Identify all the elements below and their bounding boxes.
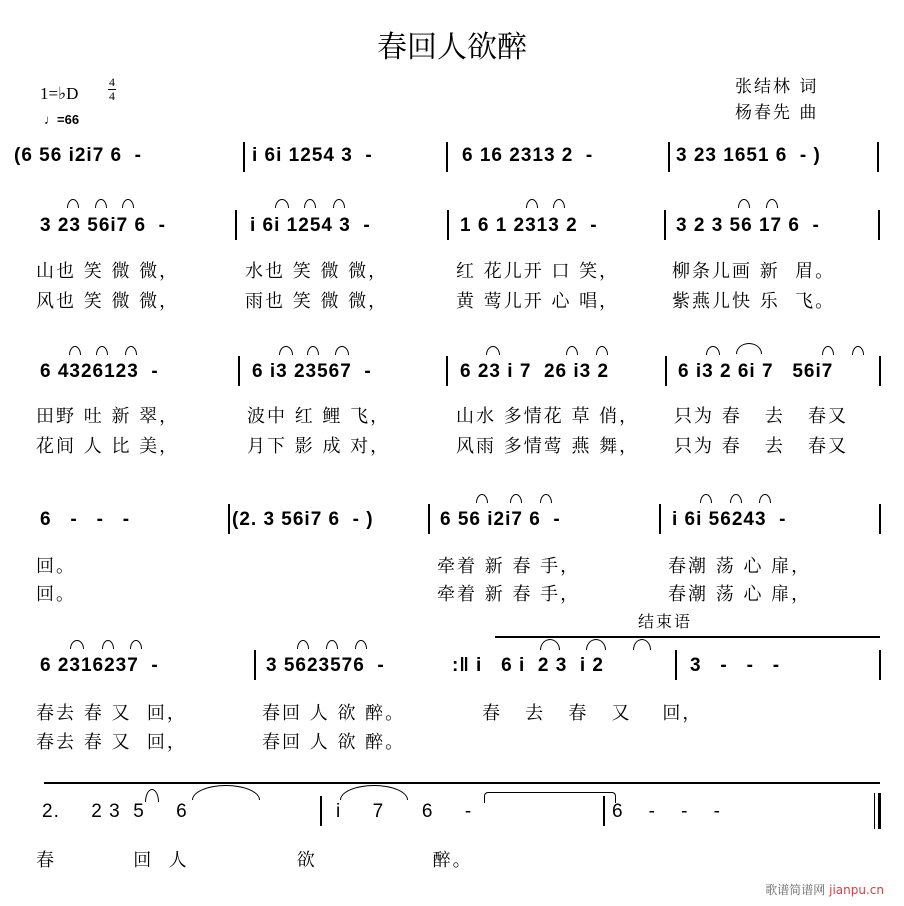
barline [664, 210, 666, 240]
barline [659, 504, 661, 534]
tie [484, 792, 616, 803]
key-signature: 1=♭D [40, 84, 79, 103]
lyric: 春去 春 又 回， [36, 703, 187, 724]
measure: 3 23 56i7 6 - [40, 215, 166, 236]
slur [355, 640, 367, 649]
slur [822, 346, 834, 355]
barline [665, 356, 667, 386]
lyric: 春 回 人 欲 醉。 [36, 850, 473, 871]
slur [335, 346, 349, 355]
lyric: 只为 春 去 春又 [674, 436, 849, 457]
slur [510, 494, 522, 503]
lyric: 风雨 多情莺 燕 舞， [456, 436, 640, 457]
slur [633, 639, 651, 650]
measure: 6 23 i 7 26 i3 2 [460, 361, 610, 382]
slur [730, 494, 742, 503]
barline [320, 796, 322, 826]
measure: 6 2316237 - [40, 655, 159, 676]
slur [586, 639, 606, 650]
slur [69, 346, 81, 355]
measure: 3 5623576 - [266, 655, 385, 676]
time-signature-bottom: 4 [109, 89, 115, 103]
slur [125, 346, 137, 355]
slur [279, 346, 293, 355]
lyric: 紫燕儿快 乐 飞。 [672, 291, 836, 312]
slur [192, 785, 260, 800]
lyric: 只为 春 去 春又 [674, 406, 849, 427]
measure: 6 - - - [40, 509, 131, 530]
lyric: 山也 笑 微 微， [36, 261, 180, 282]
barline [254, 650, 256, 680]
lyric: 田野 吐 新 翠， [36, 406, 180, 427]
barline [447, 210, 449, 240]
time-signature [108, 76, 116, 103]
coda-bracket [44, 782, 880, 784]
slur [326, 640, 338, 649]
lyric: 柳条儿画 新 眉。 [672, 261, 836, 282]
barline [879, 504, 881, 534]
lyric: 牵着 新 春 手， [437, 584, 581, 605]
barline [878, 210, 880, 240]
song-title: 春回人欲醉 [377, 30, 527, 65]
slur [304, 199, 316, 208]
slur [122, 199, 134, 208]
measure: (2. 3 56i7 6 - ) [232, 509, 374, 530]
lyric: 黄 莺儿开 心 唱， [456, 291, 620, 312]
slur [553, 199, 565, 208]
barline [877, 142, 879, 172]
lyric: 花间 人 比 美， [36, 436, 180, 457]
measure: 6 i3 23567 - [252, 361, 372, 382]
coda-bracket [495, 636, 880, 638]
slur [476, 494, 488, 503]
composer-credit: 杨春先 曲 [735, 103, 819, 123]
barline [238, 356, 240, 386]
measure: i 6i 1254 3 - [252, 145, 373, 166]
lyric: 春 去 春 又 回， [482, 703, 703, 724]
slur [333, 199, 345, 208]
lyric: 回。 [36, 584, 76, 605]
watermark-cn: 歌谱简谱网 [765, 883, 826, 897]
measure-repeat-end: :‖ i 6 i 2 3 i 2 [452, 655, 604, 676]
lyric: 月下 影 成 对， [247, 436, 391, 457]
barline [675, 650, 677, 680]
measure: 2. 2 3 5 6 [42, 801, 188, 822]
lyric: 春去 春 又 回， [36, 732, 187, 753]
barline [446, 142, 448, 172]
measure: 3 2 3 56 17 6 - [676, 215, 820, 236]
measure: i 7 6 - [336, 801, 473, 822]
barline [603, 796, 605, 826]
slur [738, 199, 750, 208]
lyric: 春回 人 欲 醉。 [262, 703, 406, 724]
slur [130, 640, 142, 649]
slur [700, 494, 712, 503]
slur [596, 346, 608, 355]
lyric: 风也 笑 微 微， [36, 291, 180, 312]
slur [96, 346, 108, 355]
lyric: 春回 人 欲 醉。 [262, 732, 406, 753]
measure: 3 23 1651 6 - ) [676, 145, 821, 166]
measure: (6 56 i2i7 6 - [14, 145, 143, 166]
slur [95, 199, 107, 208]
final-barline-thin [874, 793, 875, 829]
lyric: 春潮 荡 心 扉， [668, 556, 812, 577]
barline [228, 504, 230, 534]
barline [243, 142, 245, 172]
slur [526, 199, 538, 208]
slur [102, 640, 114, 649]
lyric: 水也 笑 微 微， [245, 261, 389, 282]
slur [297, 640, 309, 649]
slur [706, 346, 720, 355]
barline [446, 356, 448, 386]
barline [668, 142, 670, 172]
watermark-en: jianpu.cn [829, 883, 884, 897]
lyric: 红 花儿开 口 笑， [456, 261, 620, 282]
coda-label: 结束语 [638, 612, 693, 631]
slur [766, 199, 778, 208]
measure: 6 16 2313 2 - [462, 145, 594, 166]
slur [540, 639, 560, 650]
lyric: 雨也 笑 微 微， [245, 291, 389, 312]
lyric: 牵着 新 春 手， [437, 556, 581, 577]
measure: 6 56 i2i7 6 - [440, 509, 561, 530]
slur [67, 199, 79, 208]
tempo-marking: ♩=66 [44, 112, 80, 127]
watermark [765, 881, 884, 898]
lyric: 春潮 荡 心 扉， [668, 584, 812, 605]
slur [275, 199, 289, 208]
measure: 6 4326123 - [40, 361, 159, 382]
slur [852, 346, 864, 355]
lyric: 山水 多情花 草 俏， [456, 406, 640, 427]
slur [340, 785, 408, 800]
slur [736, 343, 762, 354]
measure: 1 6 1 2313 2 - [460, 215, 598, 236]
slur [486, 346, 500, 355]
slur [566, 346, 578, 355]
slur [540, 494, 552, 503]
barline [879, 356, 881, 386]
lyricist-credit: 张结林 词 [735, 77, 819, 97]
barline [428, 504, 430, 534]
measure: 6 - - - [612, 801, 721, 822]
final-barline-thick [878, 793, 881, 829]
slur [70, 640, 84, 649]
time-signature-top: 4 [109, 75, 115, 89]
barline [879, 650, 881, 680]
slur [307, 346, 319, 355]
measure: i 6i 1254 3 - [250, 215, 371, 236]
measure: i 6i 56243 - [672, 509, 787, 530]
barline [235, 210, 237, 240]
measure: 3 - - - [690, 655, 781, 676]
measure: 6 i3 2 6i 7 56i7 [678, 361, 834, 382]
lyric: 回。 [36, 556, 76, 577]
slur [759, 494, 771, 503]
lyric: 波中 红 鲤 飞， [247, 406, 391, 427]
